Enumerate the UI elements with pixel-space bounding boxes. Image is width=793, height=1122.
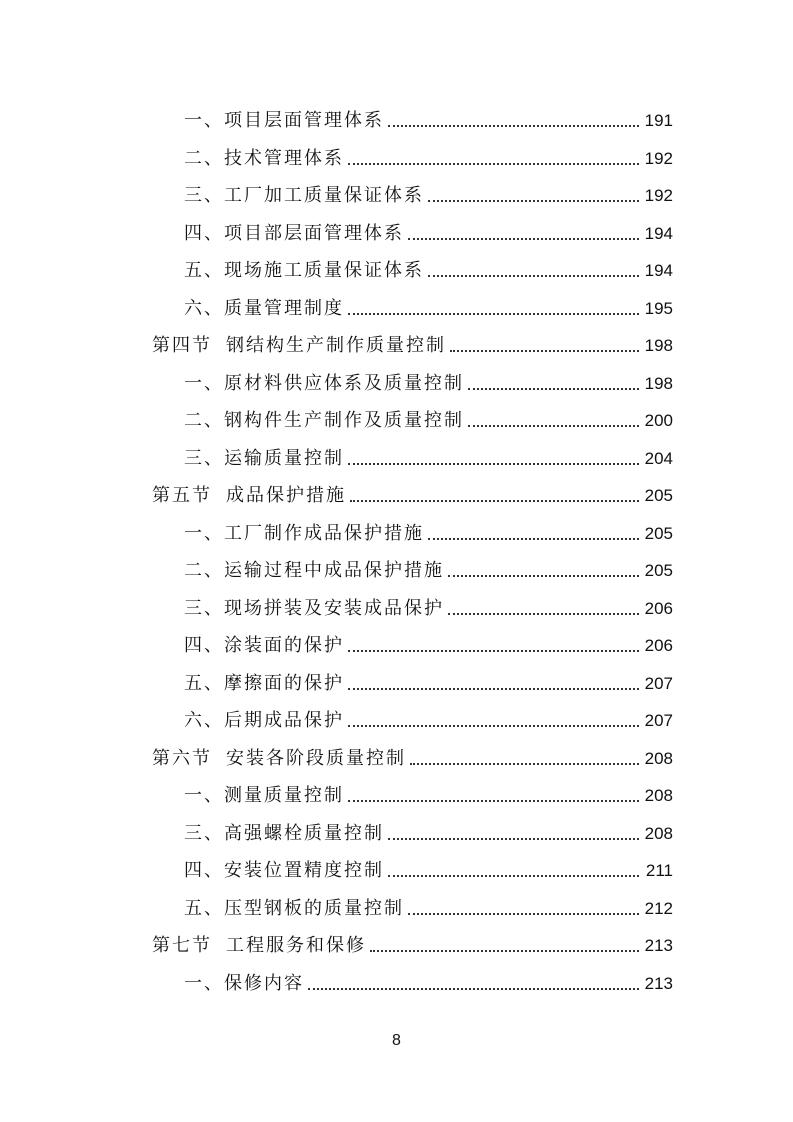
dot-leader: [388, 874, 639, 877]
toc-section-entry[interactable]: [0, 740, 793, 778]
toc-section-title: 成品保护措施: [226, 485, 346, 506]
toc-entry[interactable]: [0, 252, 793, 290]
toc-entry-number: 三、: [184, 447, 224, 469]
dot-leader: [408, 237, 639, 240]
toc-entry-page: 211: [645, 861, 673, 880]
toc-section-title: 钢结构生产制作质量控制: [226, 335, 446, 356]
toc-entry-page: 198: [644, 336, 673, 355]
toc-entry-number: 四、: [184, 222, 224, 244]
toc-entry[interactable]: [0, 777, 793, 815]
toc-entry-page: 194: [644, 261, 673, 280]
toc-entry-page: 200: [644, 411, 673, 430]
toc-section-entry[interactable]: [0, 327, 793, 365]
toc-entry-page: 192: [644, 148, 673, 168]
toc-entry-title: 技术管理体系: [224, 147, 344, 169]
toc-entry-number: 一、: [184, 372, 224, 394]
toc-section-title: 安装各阶段质量控制: [226, 747, 406, 769]
page-number: 8: [392, 1032, 401, 1049]
toc-section-number: 第四节: [152, 335, 212, 356]
toc-section-entry[interactable]: [0, 927, 793, 965]
toc-entry[interactable]: [0, 215, 793, 253]
toc-entry[interactable]: [0, 365, 793, 403]
toc-entry[interactable]: [0, 890, 793, 928]
toc-entry-page: 206: [644, 598, 673, 618]
toc-entry-page: 208: [644, 786, 673, 805]
toc-entry-title: 测量质量控制: [224, 785, 344, 806]
toc-entry-number: 三、: [184, 597, 224, 619]
toc-section-number: 第七节: [152, 935, 212, 956]
toc-entry-title: 原材料供应体系及质量控制: [224, 372, 464, 394]
dot-leader: [308, 987, 639, 990]
toc-entry-title: 运输过程中成品保护措施: [224, 560, 444, 581]
dot-leader: [388, 124, 639, 127]
toc-entry-number: 一、: [184, 110, 224, 131]
toc-entry[interactable]: [0, 665, 793, 703]
toc-entry-page: 191: [644, 111, 673, 130]
toc-entry-number: 二、: [184, 147, 224, 169]
toc-entry-title: 安装位置精度控制: [224, 860, 384, 881]
toc-entry-title: 保修内容: [224, 972, 304, 994]
toc-entry-number: 二、: [184, 410, 224, 431]
toc-entry-title: 高强螺栓质量控制: [224, 822, 384, 844]
toc-entry-title: 工厂制作成品保护措施: [224, 522, 424, 544]
toc-entry-title: 项目层面管理体系: [224, 110, 384, 131]
toc-entry-title: 项目部层面管理体系: [224, 222, 404, 244]
toc-entry-number: 五、: [184, 260, 224, 281]
dot-leader: [370, 949, 639, 952]
dot-leader: [348, 162, 639, 165]
toc-section-title: 工程服务和保修: [226, 935, 366, 956]
dot-leader: [428, 537, 639, 540]
toc-entry[interactable]: [0, 440, 793, 478]
toc-entry-number: 一、: [184, 972, 224, 994]
toc-entry-page: 206: [644, 636, 673, 655]
toc-entry-page: 213: [644, 973, 673, 993]
toc-entry-page: 194: [644, 223, 673, 243]
toc-entry-page: 195: [644, 298, 673, 318]
dot-leader: [428, 199, 639, 202]
toc-entry[interactable]: [0, 140, 793, 178]
toc-entry-title: 工厂加工质量保证体系: [224, 185, 424, 206]
dot-leader: [348, 687, 639, 690]
table-of-contents: [0, 102, 793, 1002]
toc-entry-page: 207: [644, 711, 673, 730]
toc-entry-page: 212: [644, 898, 673, 918]
toc-entry-number: 四、: [184, 635, 224, 656]
toc-entry-page: 198: [644, 373, 673, 393]
toc-entry[interactable]: [0, 177, 793, 215]
toc-entry-number: 五、: [184, 672, 224, 694]
dot-leader: [468, 424, 639, 427]
toc-section-number: 第六节: [152, 747, 212, 769]
toc-entry-title: 现场拼装及安装成品保护: [224, 597, 444, 619]
toc-entry-page: 205: [644, 561, 673, 580]
toc-entry-page: 192: [644, 186, 673, 205]
toc-entry-number: 三、: [184, 822, 224, 844]
dot-leader: [348, 462, 639, 465]
toc-section-entry[interactable]: [0, 477, 793, 515]
toc-entry-number: 三、: [184, 185, 224, 206]
toc-entry-number: 二、: [184, 560, 224, 581]
toc-entry[interactable]: [0, 402, 793, 440]
toc-entry-title: 压型钢板的质量控制: [224, 897, 404, 919]
dot-leader: [448, 574, 639, 577]
dot-leader: [350, 499, 639, 502]
toc-entry-number: 一、: [184, 785, 224, 806]
toc-entry-page: 208: [644, 823, 673, 843]
toc-entry-number: 五、: [184, 897, 224, 919]
toc-entry[interactable]: [0, 102, 793, 140]
dot-leader: [348, 312, 639, 315]
toc-entry[interactable]: [0, 852, 793, 890]
toc-entry[interactable]: [0, 290, 793, 328]
dot-leader: [410, 762, 639, 765]
dot-leader: [348, 799, 639, 802]
toc-entry-title: 运输质量控制: [224, 447, 344, 469]
dot-leader: [428, 274, 639, 277]
toc-entry-page: 213: [644, 936, 673, 955]
toc-entry-page: 205: [644, 486, 673, 505]
dot-leader: [468, 387, 639, 390]
dot-leader: [450, 349, 639, 352]
toc-entry-title: 现场施工质量保证体系: [224, 260, 424, 281]
toc-entry[interactable]: [0, 515, 793, 553]
toc-entry[interactable]: [0, 552, 793, 590]
toc-entry[interactable]: [0, 702, 793, 740]
toc-entry-number: 六、: [184, 297, 224, 319]
toc-entry-page: 204: [644, 448, 673, 468]
toc-entry-number: 四、: [184, 860, 224, 881]
toc-entry-page: 207: [644, 673, 673, 693]
toc-entry-title: 质量管理制度: [224, 297, 344, 319]
toc-entry[interactable]: [0, 590, 793, 628]
dot-leader: [408, 912, 639, 915]
toc-entry-number: 六、: [184, 710, 224, 731]
toc-entry[interactable]: [0, 965, 793, 1003]
dot-leader: [448, 612, 639, 615]
toc-entry-number: 一、: [184, 522, 224, 544]
toc-entry-page: 208: [644, 748, 673, 768]
toc-entry-title: 后期成品保护: [224, 710, 344, 731]
dot-leader: [388, 837, 639, 840]
toc-section-number: 第五节: [152, 485, 212, 506]
toc-entry[interactable]: [0, 815, 793, 853]
toc-entry[interactable]: [0, 627, 793, 665]
toc-entry-title: 钢构件生产制作及质量控制: [224, 410, 464, 431]
toc-entry-page: 205: [644, 523, 673, 543]
dot-leader: [348, 649, 639, 652]
toc-entry-title: 摩擦面的保护: [224, 672, 344, 694]
toc-entry-title: 涂装面的保护: [224, 635, 344, 656]
dot-leader: [348, 724, 639, 727]
